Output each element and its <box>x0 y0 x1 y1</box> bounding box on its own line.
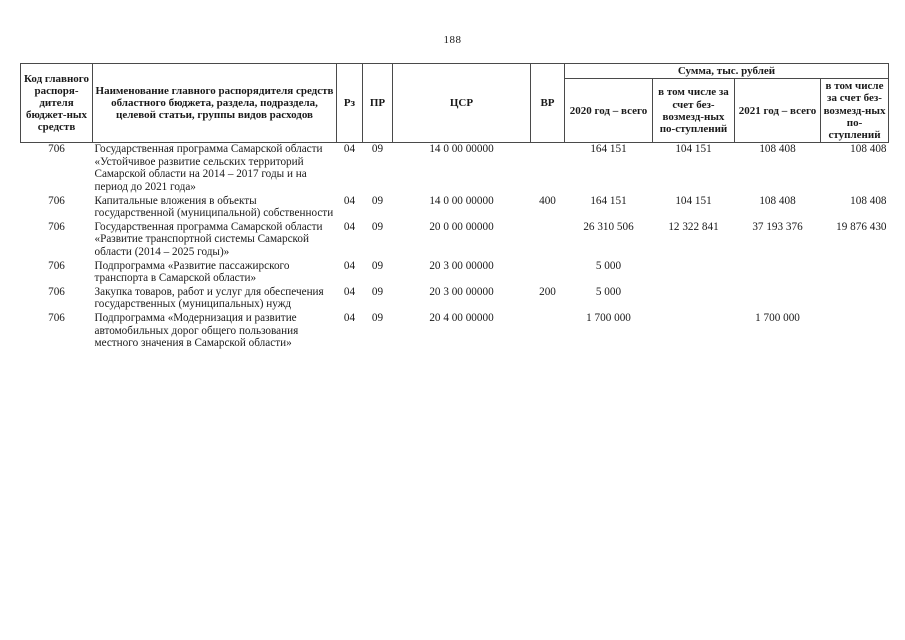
cell-pr: 09 <box>371 259 384 272</box>
cell-2020-total: 26 310 506 <box>583 220 634 233</box>
cell-vr <box>531 143 565 195</box>
cell-pr: 09 <box>371 285 384 298</box>
cell-2021-free: 108 408 <box>850 143 887 156</box>
cell-2020-total: 5 000 <box>595 285 622 298</box>
header-code: Код главного распоря-дителя бюджет-ных средств <box>21 64 93 143</box>
header-2020-free: в том числе за счет без-возмезд-ных по-ступлений <box>653 79 735 143</box>
cell-2021-total: 108 408 <box>759 194 796 207</box>
cell-csr: 14 0 00 00000 <box>429 143 494 156</box>
cell-name: Государственная программа Самарской области «Устойчивое развитие сельских территорий Самарской области на 2014 – 2017 годы и на период до 2021 года» <box>94 143 323 193</box>
cell-2020-free <box>653 286 735 312</box>
cell-2020-free <box>653 260 735 286</box>
cell-2020-total: 5 000 <box>595 259 622 272</box>
header-rz: Рз <box>337 64 363 143</box>
cell-rz: 04 <box>343 311 356 324</box>
header-vr: ВР <box>531 64 565 143</box>
header-csr: ЦСР <box>393 64 531 143</box>
cell-vr <box>531 312 565 351</box>
header-2021-free: в том числе за счет без-возмезд-ных по-ступлений <box>821 79 889 143</box>
cell-code: 706 <box>48 311 65 324</box>
cell-vr: 400 <box>539 194 556 207</box>
cell-csr: 20 0 00 00000 <box>429 220 494 233</box>
cell-vr <box>531 260 565 286</box>
cell-csr: 20 3 00 00000 <box>429 259 494 272</box>
cell-2020-free <box>653 312 735 351</box>
cell-vr <box>531 221 565 260</box>
header-sum-group: Сумма, тыс. рублей <box>565 64 889 79</box>
cell-rz: 04 <box>343 220 356 233</box>
table-header <box>21 64 889 143</box>
cell-2021-total: 37 193 376 <box>752 220 803 233</box>
cell-csr: 14 0 00 00000 <box>429 194 494 207</box>
cell-rz: 04 <box>343 285 356 298</box>
cell-2021-total <box>735 260 821 286</box>
cell-name: Государственная программа Самарской области «Развитие транспортной системы Самарской области (2014 – 2025 годы)» <box>94 220 323 258</box>
cell-pr: 09 <box>371 143 384 156</box>
cell-code: 706 <box>48 259 65 272</box>
cell-code: 706 <box>48 194 65 207</box>
header-2021-total: 2021 год – всего <box>735 79 821 143</box>
cell-2020-free: 104 151 <box>675 143 712 156</box>
cell-2021-total: 108 408 <box>759 143 796 156</box>
table-row <box>21 260 889 286</box>
cell-2021-free <box>821 286 889 312</box>
cell-2020-total: 164 151 <box>590 194 627 207</box>
header-2020-total: 2020 год – всего <box>565 79 653 143</box>
cell-name: Подпрограмма «Модернизация и развитие автомобильных дорог общего пользования местного значения в Самарской области» <box>94 311 299 350</box>
cell-name: Подпрограмма «Развитие пассажирского транспорта в Самарской области» <box>94 259 290 285</box>
cell-2021-free: 108 408 <box>850 194 887 207</box>
table-row <box>21 312 889 351</box>
cell-code: 706 <box>48 220 65 233</box>
cell-rz: 04 <box>343 143 356 156</box>
cell-vr: 200 <box>539 285 556 298</box>
table-row <box>21 286 889 312</box>
cell-2021-free <box>821 260 889 286</box>
cell-2021-free: 19 876 430 <box>836 220 887 233</box>
table-row <box>21 195 889 221</box>
header-name: Наименование главного распорядителя средств областного бюджета, раздела, подраздела, целевой статьи, группы видов расходов <box>93 64 337 143</box>
header-pr: ПР <box>363 64 393 143</box>
cell-pr: 09 <box>371 311 384 324</box>
page-number: 188 <box>443 34 462 46</box>
table-body <box>21 143 889 351</box>
table-row <box>21 221 889 260</box>
cell-2021-free <box>821 312 889 351</box>
cell-code: 706 <box>48 143 65 156</box>
cell-code: 706 <box>48 285 65 298</box>
table-row <box>21 143 889 195</box>
cell-name: Закупка товаров, работ и услуг для обеспечения государственных (муниципальных) нужд <box>94 285 324 311</box>
cell-rz: 04 <box>343 259 356 272</box>
cell-csr: 20 4 00 00000 <box>429 311 494 324</box>
cell-csr: 20 3 00 00000 <box>429 285 494 298</box>
cell-rz: 04 <box>343 194 356 207</box>
cell-name: Капитальные вложения в объекты государственной (муниципальной) собственности <box>94 194 334 220</box>
cell-pr: 09 <box>371 220 384 233</box>
cell-2021-total <box>735 286 821 312</box>
cell-2021-total: 1 700 000 <box>755 311 800 324</box>
cell-2020-total: 1 700 000 <box>586 311 631 324</box>
cell-2020-total: 164 151 <box>590 143 627 156</box>
cell-2020-free: 12 322 841 <box>668 220 719 233</box>
cell-2020-free: 104 151 <box>675 194 712 207</box>
cell-pr: 09 <box>371 194 384 207</box>
budget-table <box>20 63 889 351</box>
